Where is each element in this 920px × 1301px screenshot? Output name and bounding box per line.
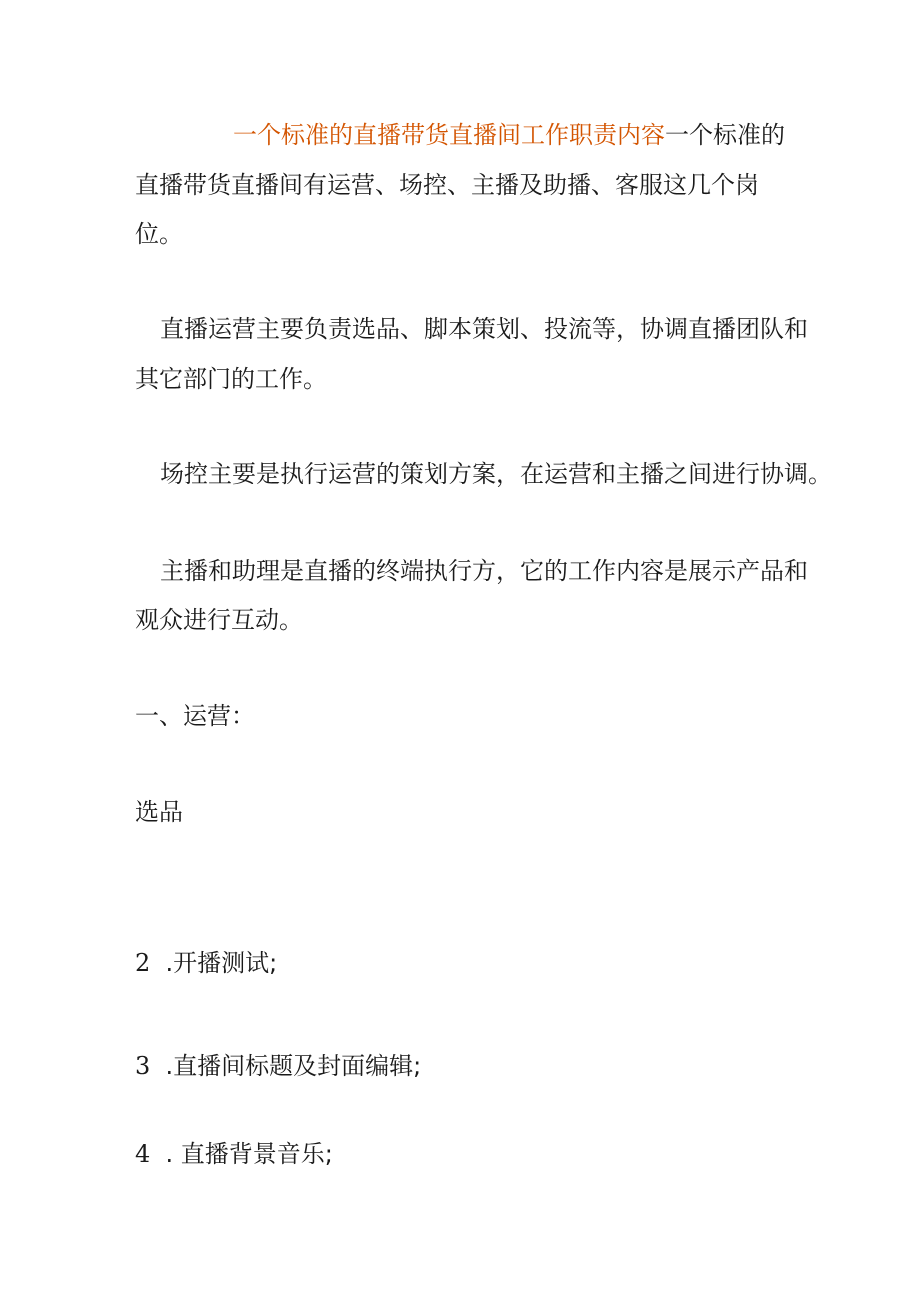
list-item-number: 4 <box>135 1140 151 1168</box>
intro-line-3: 位。 <box>135 220 183 248</box>
control-paragraph: 场控主要是执行运营的策划方案，在运营和主播之间进行协调。 <box>160 460 832 488</box>
document-title: 一个标准的直播带货直播间工作职责内容 <box>233 121 665 149</box>
operations-paragraph-line-1: 直播运营主要负责选品、脚本策划、投流等，协调直播团队和 <box>160 315 808 343</box>
intro-line-2: 直播带货直播间有运营、场控、主播及助播、客服这几个岗 <box>135 171 759 199</box>
list-item <box>135 1139 333 1169</box>
list-item <box>135 1051 421 1081</box>
subheading: 选品 <box>135 798 183 826</box>
intro-text-1: 一个标准的 <box>665 121 785 149</box>
list-item-number: 2 <box>135 949 151 977</box>
list-item-number: 3 <box>135 1052 151 1080</box>
intro-line-1 <box>233 120 785 150</box>
list-item-text: . 直播背景音乐; <box>165 1140 333 1168</box>
host-paragraph-line-2: 观众进行互动。 <box>135 606 303 634</box>
list-item-text: .直播间标题及封面编辑; <box>165 1052 422 1080</box>
section-heading: 一、运营： <box>135 702 255 730</box>
list-item <box>135 948 277 978</box>
operations-paragraph-line-2: 其它部门的工作。 <box>135 365 327 393</box>
host-paragraph-line-1: 主播和助理是直播的终端执行方，它的工作内容是展示产品和 <box>160 557 808 585</box>
list-item-text: .开播测试; <box>165 949 278 977</box>
